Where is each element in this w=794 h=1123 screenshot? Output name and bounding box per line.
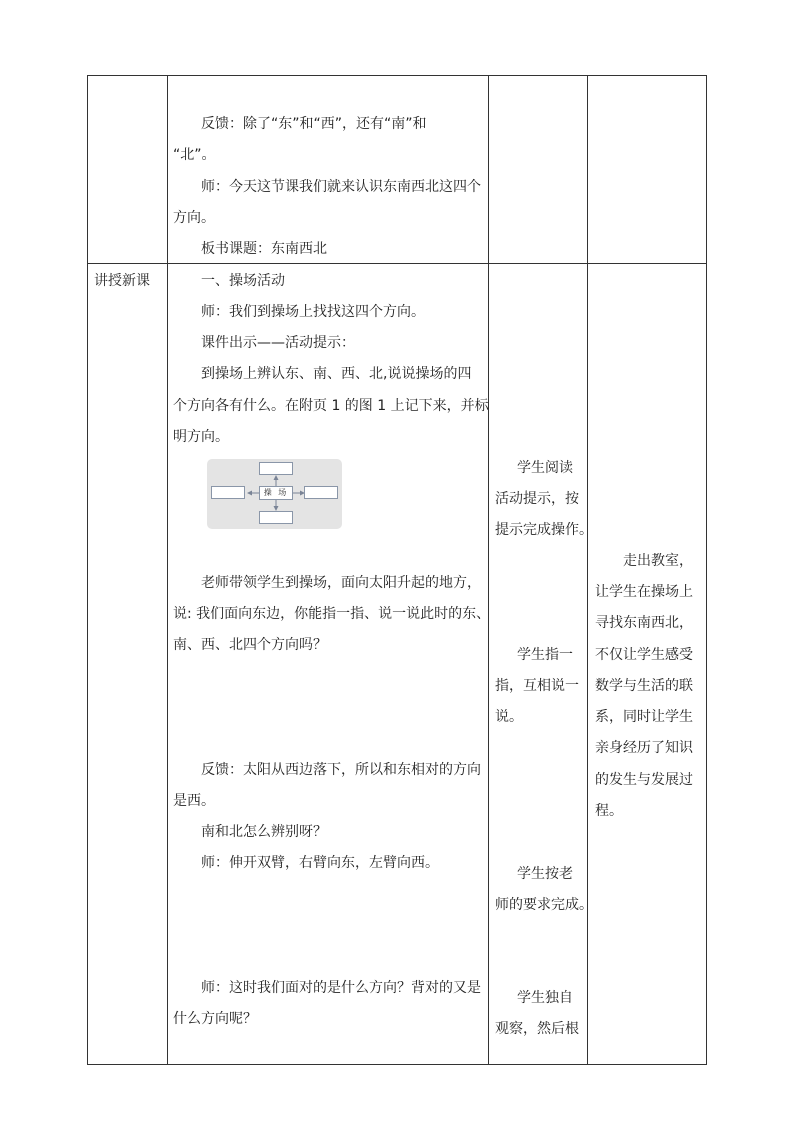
activity-text: 个方向各有什么。在附页 1 的图 1 上记下来，并标: [173, 398, 489, 414]
playground-label: 操 场: [259, 486, 293, 500]
teacher-text: 师：这时我们面对的是什么方向？背对的又是: [201, 980, 481, 996]
feedback-text: “北”。: [173, 147, 216, 163]
student-activity-text: 学生阅读: [517, 460, 573, 476]
activity-text: 到操场上辨认东、南、西、北,说说操场的四: [201, 366, 472, 382]
column-divider: [488, 75, 489, 1065]
student-activity-text: 学生按老: [517, 866, 573, 882]
student-activity-text: 师的要求完成。: [495, 897, 593, 913]
playground-direction-diagram: [207, 459, 342, 529]
column-divider: [587, 75, 588, 1065]
north-blank-box: [259, 462, 293, 475]
activity-text: 明方向。: [173, 429, 229, 445]
courseware-text: 课件出示——活动提示：: [201, 335, 355, 351]
design-intent-text: 寻找东南西北，: [595, 615, 693, 631]
student-activity-text: 提示完成操作。: [495, 522, 593, 538]
student-activity-text: 观察，然后根: [495, 1021, 579, 1037]
design-intent-text: 亲身经历了知识: [595, 740, 693, 756]
teacher-text: 什么方向呢？: [173, 1011, 257, 1027]
row-divider: [87, 263, 707, 264]
question-text: 南和北怎么辨别呀？: [201, 824, 327, 840]
student-activity-text: 指，互相说一: [495, 678, 579, 694]
teacher-text: 方向。: [173, 210, 215, 226]
section-heading: 一、操场活动: [201, 273, 285, 289]
teacher-text: 师：今天这节课我们就来认识东南西北这四个: [201, 179, 481, 195]
teacher-text: 师：我们到操场上找找这四个方向。: [201, 304, 425, 320]
design-intent-text: 走出教室，: [623, 553, 693, 569]
student-activity-text: 说。: [495, 709, 523, 725]
teacher-text: 师：伸开双臂，右臂向东，左臂向西。: [201, 855, 439, 871]
column-divider: [167, 75, 168, 1065]
feedback-text: 是西。: [173, 793, 215, 809]
stage-label: 讲授新课: [94, 273, 150, 289]
design-intent-text: 的发生与发展过: [595, 772, 693, 788]
design-intent-text: 不仅让学生感受: [595, 647, 693, 663]
student-activity-text: 学生指一: [517, 647, 573, 663]
design-intent-text: 系，同时让学生: [595, 709, 693, 725]
design-intent-text: 让学生在操场上: [595, 584, 693, 600]
board-title-text: 板书课题：东南西北: [201, 241, 327, 257]
design-intent-text: 程。: [595, 803, 623, 819]
west-blank-box: [211, 486, 245, 499]
east-blank-box: [304, 486, 338, 499]
feedback-text: 反馈：太阳从西边落下，所以和东相对的方向: [201, 762, 481, 778]
south-blank-box: [259, 511, 293, 524]
design-intent-text: 数学与生活的联: [595, 678, 693, 694]
feedback-text: 反馈：除了“东”和“西”，还有“南”和: [201, 116, 427, 132]
student-activity-text: 学生独自: [517, 990, 573, 1006]
teacher-text: 说: 我们面向东边，你能指一指、说一说此时的东、: [173, 606, 491, 622]
teacher-text: 南、西、北四个方向吗？: [173, 637, 327, 653]
student-activity-text: 活动提示，按: [495, 491, 579, 507]
teacher-text: 老师带领学生到操场，面向太阳升起的地方，: [201, 575, 481, 591]
